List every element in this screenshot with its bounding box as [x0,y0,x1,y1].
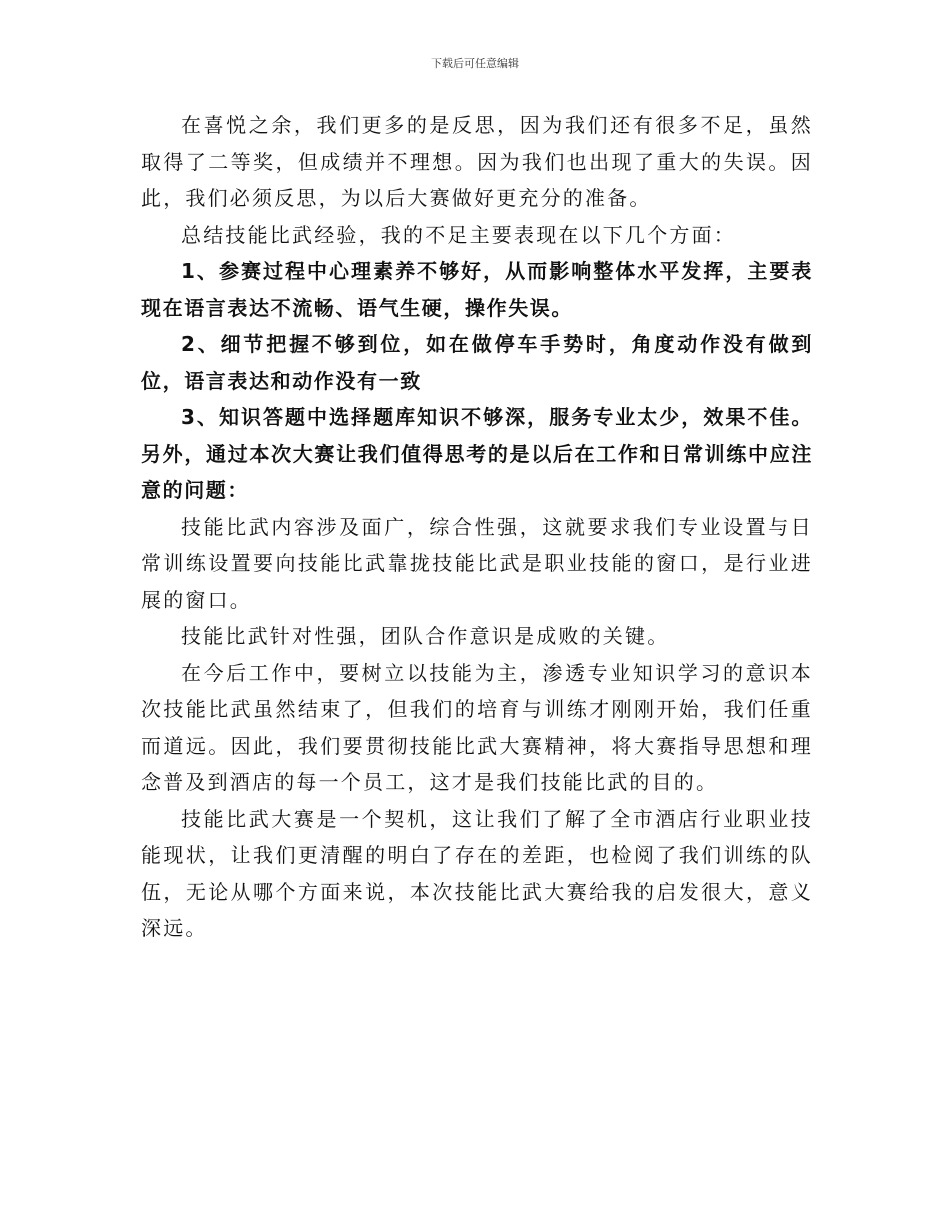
paragraph-teamwork: 技能比武针对性强，团队合作意识是成败的关键。 [181,624,670,648]
document-body [141,107,813,947]
paragraph-point-3: 3、知识答题中选择题库知识不够深，服务专业太少，效果不佳。另外，通过本次大赛让我们值得思考的是以后在工作和日常训练中应注意的问题： [141,405,813,502]
paragraph-reflection: 在喜悦之余，我们更多的是反思，因为我们还有很多不足，虽然取得了二等奖，但成绩并不理想。因为我们也出现了重大的失误。因此，我们必须反思，为以后大赛做好更充分的准备。 [141,113,813,210]
paragraph-scope: 技能比武内容涉及面广，综合性强，这就要求我们专业设置与日常训练设置要向技能比武靠拢技能比武是职业技能的窗口，是行业进展的窗口。 [141,514,813,612]
paragraph-summary-intro: 总结技能比武经验，我的不足主要表现在以下几个方面： [181,222,736,247]
paragraph-point-2: 2、细节把握不够到位，如在做停车手势时，角度动作没有做到位，语言表达和动作没有一致 [141,332,813,393]
paragraph-point-1: 1、参赛过程中心理素养不够好，从而影响整体水平发挥，主要表现在语言表达不流畅、语气生硬，操作失误。 [141,259,813,320]
paragraph-future-work: 在今后工作中，要树立以技能为主，渗透专业知识学习的意识本次技能比武虽然结束了，但我们的培育与训练才刚刚开始，我们任重而道远。因此，我们要贯彻技能比武大赛精神，将大赛指导思想和理念普及到酒店的每一个员工，这才是我们技能比武的目的。 [141,660,813,794]
page-header: 下载后可任意编辑 [431,57,519,70]
paragraph-conclusion: 技能比武大赛是一个契机，这让我们了解了全市酒店行业职业技能现状，让我们更清醒的明白了存在的差距，也检阅了我们训练的队伍，无论从哪个方面来说，本次技能比武大赛给我的启发很大，意义深远。 [141,806,813,940]
